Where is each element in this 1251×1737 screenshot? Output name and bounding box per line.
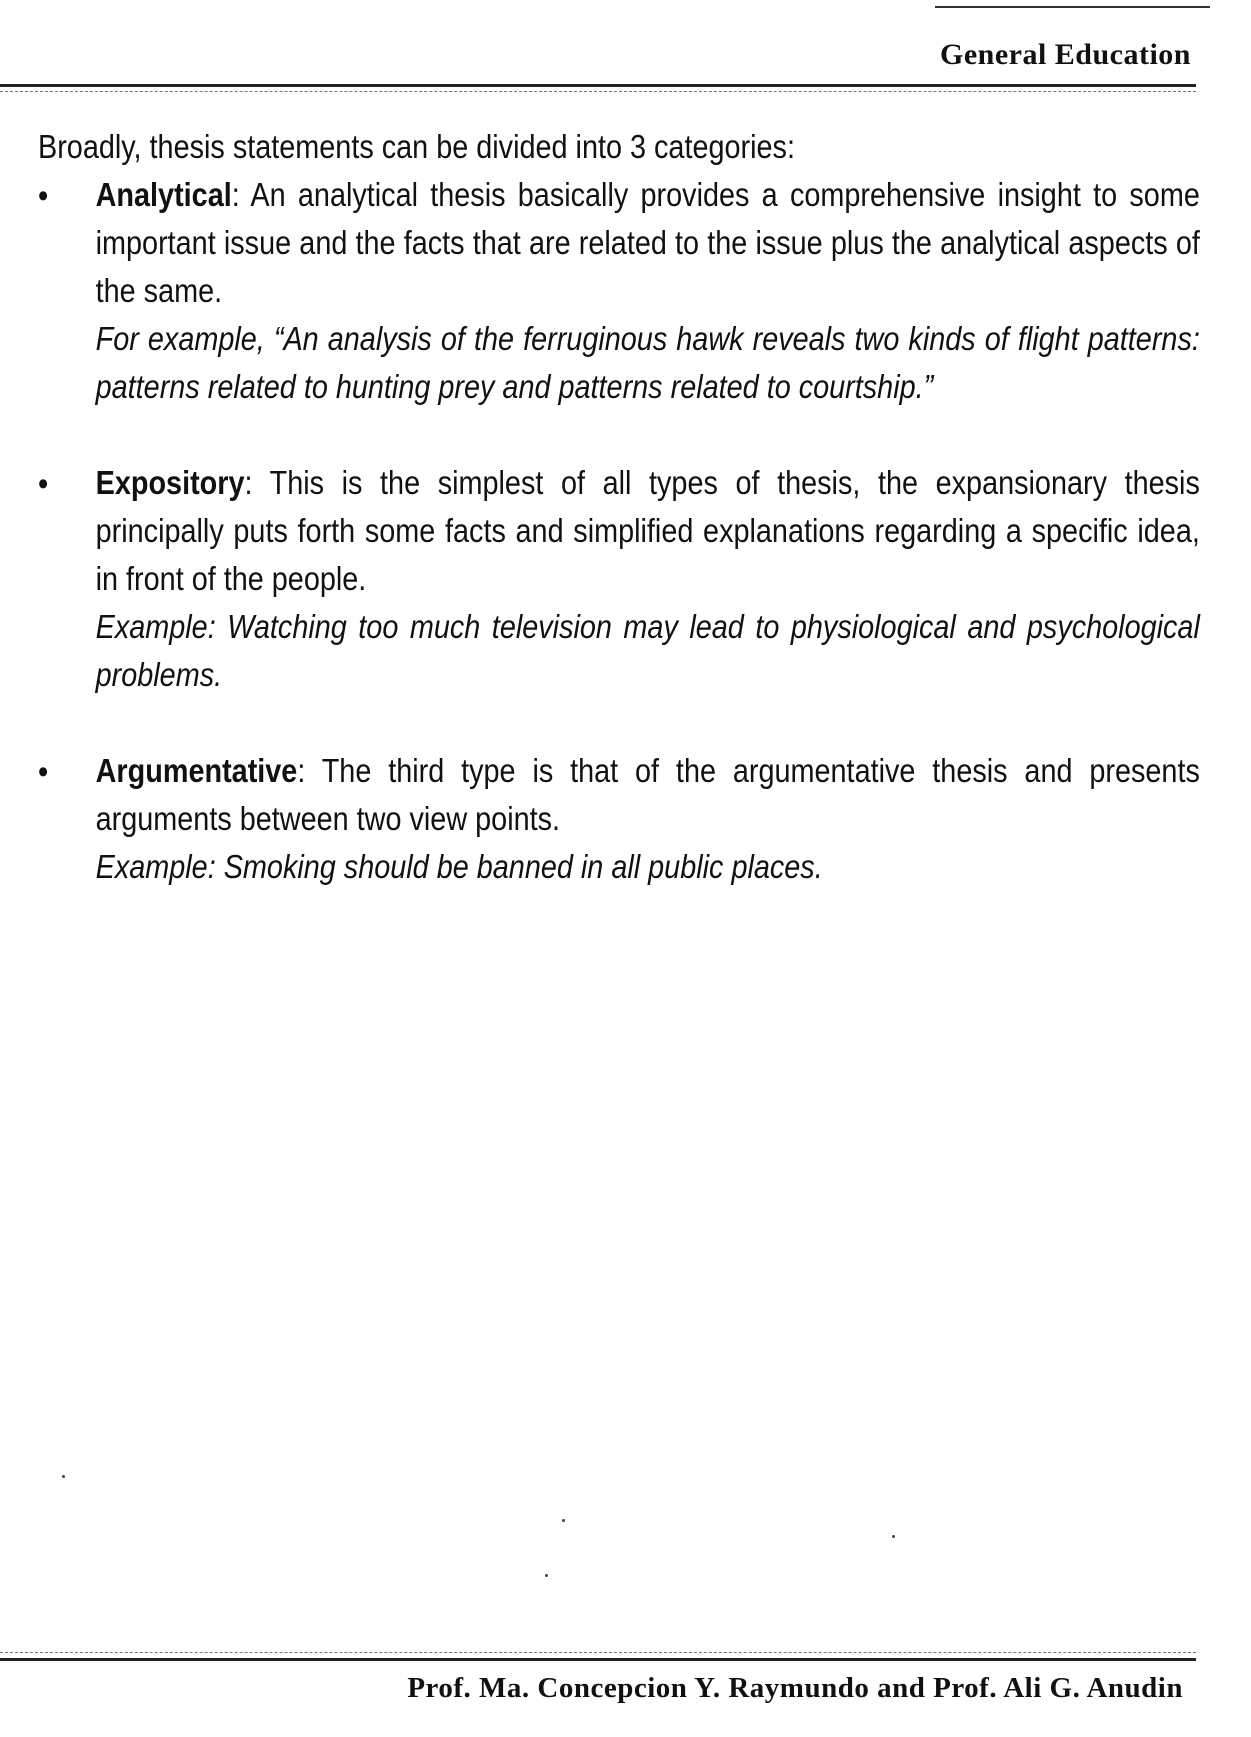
top-rule	[935, 6, 1210, 8]
category-term: Argumentative	[95, 753, 298, 790]
category-description: : This is the simplest of all types of thesis, the expansionary thesis principally puts forth some facts and simplified explanations regarding a specific idea, in front of the people.	[95, 465, 1200, 598]
category-term: Analytical	[95, 177, 232, 214]
list-item-analytical	[38, 172, 1200, 412]
category-description: : An analytical thesis basically provides a comprehensive insight to some important issue and the facts that are related to the issue plus the analytical aspects of the same.	[95, 177, 1200, 310]
bullet-icon: •	[38, 753, 49, 791]
category-description: : The third type is that of the argumentative thesis and presents arguments between two view points.	[95, 753, 1200, 838]
scan-speck	[545, 1574, 548, 1577]
scan-speck	[62, 1475, 65, 1478]
footer-authors: Prof. Ma. Concepcion Y. Raymundo and Prof. Ali G. Anudin	[407, 1672, 1183, 1704]
list-item-argumentative	[38, 748, 1200, 892]
footer-rule	[0, 1658, 1196, 1661]
page-header-title: General Education	[939, 38, 1191, 71]
category-text	[96, 460, 1200, 604]
category-example: For example, “An analysis of the ferruginous hawk reveals two kinds of flight patterns: patterns related to hunting prey and patterns related to courtship.”	[95, 321, 1200, 406]
category-text	[96, 748, 1200, 844]
scan-speck	[562, 1519, 565, 1522]
bullet-icon: •	[38, 177, 49, 215]
page-content	[38, 124, 1200, 892]
footer-rule-dashed	[0, 1652, 1196, 1653]
category-text	[96, 172, 1200, 316]
intro-paragraph: Broadly, thesis statements can be divided into 3 categories:	[38, 129, 795, 166]
header-rule-dashed	[0, 91, 1196, 92]
header-rule	[0, 84, 1196, 87]
category-example: Example: Smoking should be banned in all public places.	[95, 849, 823, 886]
category-example: Example: Watching too much television may lead to physiological and psychological problems.	[95, 609, 1200, 694]
scan-speck	[892, 1535, 895, 1538]
category-term: Expository	[95, 465, 245, 502]
list-item-expository	[38, 460, 1200, 700]
bullet-icon: •	[38, 465, 49, 503]
